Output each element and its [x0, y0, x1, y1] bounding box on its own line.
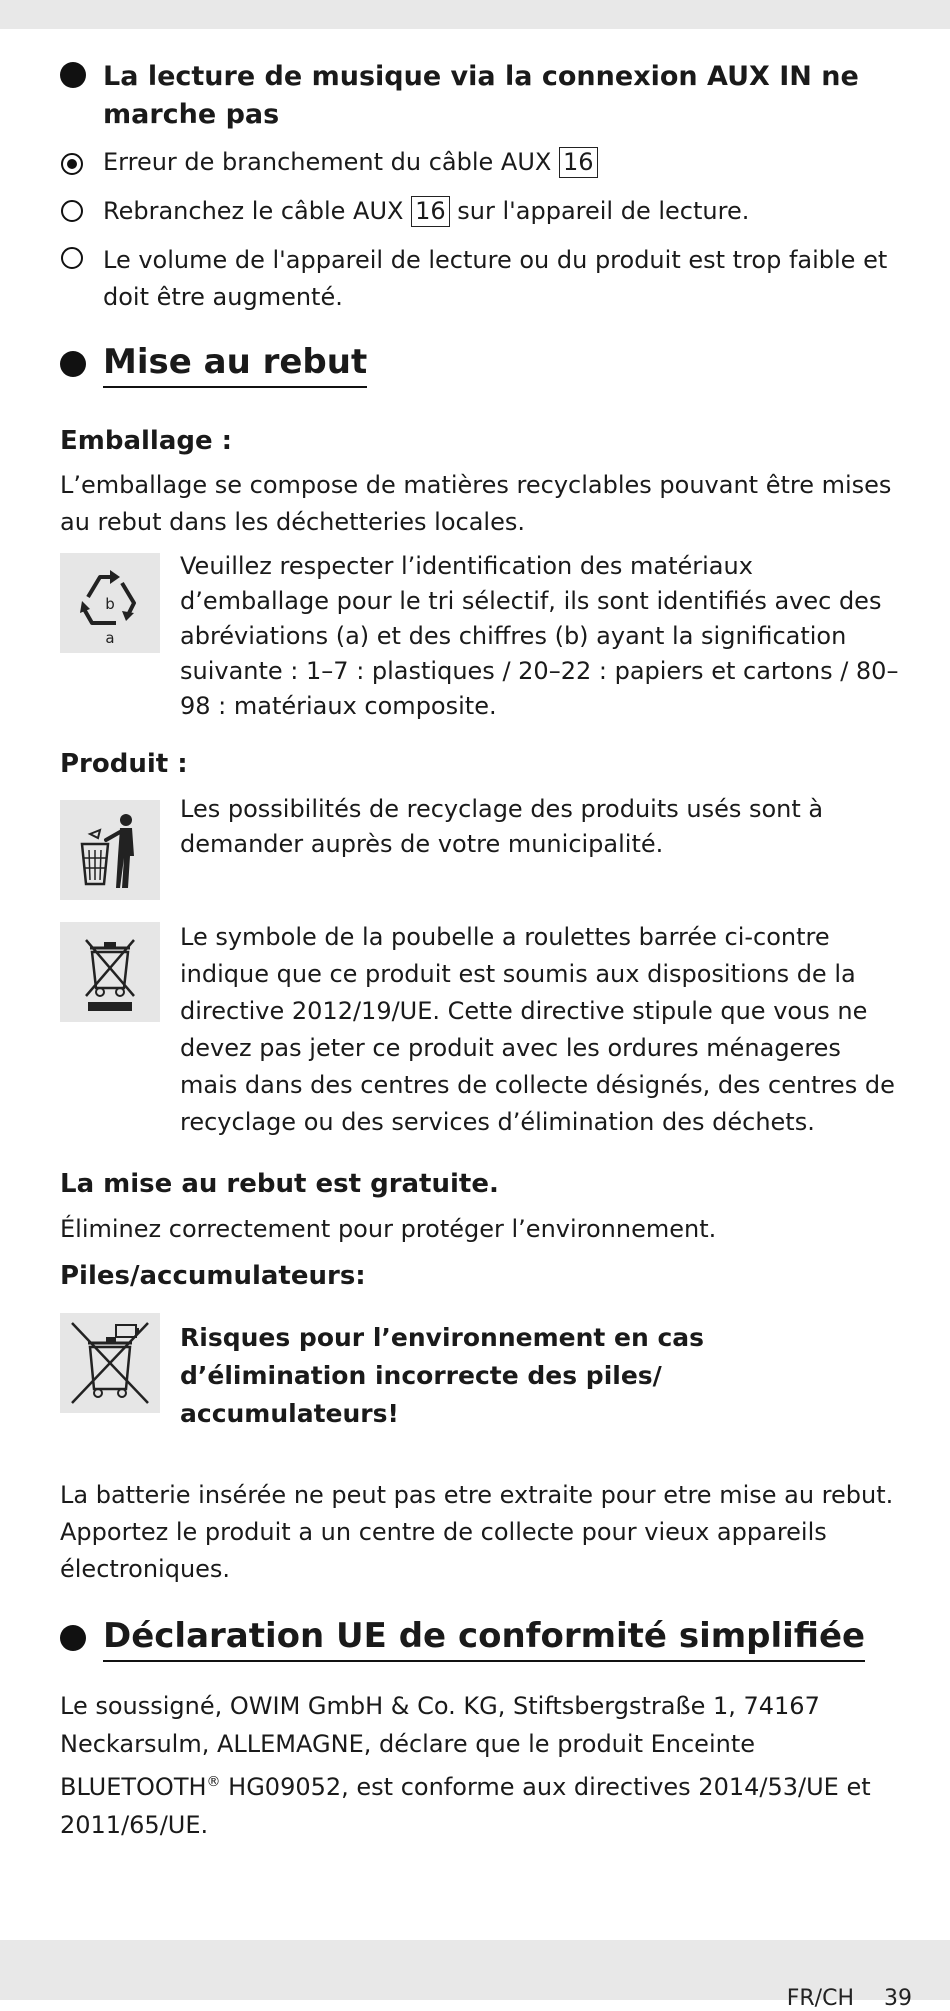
fix-line-2: Le volume de l'appareil de lecture ou du produit est trop faible et doit être augmenté. [103, 246, 888, 311]
page-number: 39 [884, 1986, 912, 2011]
packaging-heading: Emballage : [60, 426, 233, 456]
disposal-section-title: Mise au rebut [103, 340, 367, 388]
reference-number: 16 [411, 196, 450, 227]
crossed-battery-bin-icon [60, 1313, 160, 1413]
recycle-code-text: Veuillez respecter l’identification des matériaux d’emballage pour le tri sélectif, ils sont identifiés avec des abréviations (a) et des chiffres (b) ayant la signification suivante : 1–7 : plastiques / 20–22 : papiers et cartons / 80–98 : matériaux composite. [180, 552, 899, 720]
footer [787, 1986, 912, 2011]
declaration-text [60, 1687, 910, 1844]
packaging-text: L’emballage se compose de matières recyclables pouvant être mises au rebut dans les déchetteries locales. [60, 471, 892, 536]
radio-filled-icon [61, 153, 83, 175]
radio-empty-icon [61, 200, 83, 222]
declaration-section-title: Déclaration UE de conformité simplifiée [103, 1614, 865, 1662]
reference-number: 16 [559, 147, 598, 178]
fix-line-1 [103, 193, 749, 230]
cause-line [103, 144, 598, 181]
product-heading: Produit : [60, 749, 188, 779]
bullet-dot-icon [60, 62, 86, 88]
bullet-dot-icon [60, 1625, 86, 1651]
fix1-text-before: Rebranchez le câble AUX [103, 197, 404, 225]
top-bar [0, 0, 950, 29]
radio-empty-icon [61, 247, 83, 269]
cause-text: Erreur de branchement du câble AUX [103, 148, 552, 176]
recycling-icon [60, 553, 160, 653]
battery-text: La batterie insérée ne peut pas etre extraite pour etre mise au rebut. Apportez le produit a un centre de collecte pour vieux appareils électroniques. [60, 1481, 894, 1583]
bullet-dot-icon [60, 351, 86, 377]
batteries-heading: Piles/accumulateurs: [60, 1261, 366, 1291]
troubleshoot-heading: La lecture de musique via la connexion AUX IN ne marche pas [103, 61, 859, 130]
footer-locale: FR/CH [786, 1986, 854, 2011]
crossed-wheelie-bin-icon [60, 922, 160, 1022]
battery-warning: Risques pour l’environnement en cas d’élimination incorrecte des piles/ accumulateurs! [180, 1323, 705, 1428]
weee-text: Le symbole de la poubelle a roulettes barrée ci-contre indique que ce produit est soumis aux dispositions de la directive 2012/19/UE. Cette directive stipule que vous ne devez pas jeter ce produit avec les ordures ménageres mais dans des centres de collecte désignés, des centres de recyclage ou des services d’élimination des déchets. [180, 923, 895, 1136]
registered-mark: ® [206, 1774, 221, 1790]
litter-bin-icon [60, 800, 160, 900]
fix1-text-after: sur l'appareil de lecture. [457, 197, 750, 225]
declaration-text-part2: HG09052, est conforme aux directives 2014/53/UE et 2011/65/UE. [60, 1773, 871, 1839]
environment-text: Éliminez correctement pour protéger l’environnement. [60, 1215, 717, 1243]
free-disposal-notice: La mise au rebut est gratuite. [60, 1169, 499, 1199]
declaration-text-part1: Le soussigné, OWIM GmbH & Co. KG, Stiftsbergstraße 1, 74167 Neckarsulm, ALLEMAGNE, déclare que le produit Enceinte BLUETOOTH [60, 1692, 820, 1801]
product-text: Les possibilités de recyclage des produits usés sont à demander auprès de votre municipalité. [180, 795, 824, 858]
recycling-icon-letter-a: a [105, 629, 115, 647]
recycling-icon-letter-b: b [105, 595, 115, 613]
